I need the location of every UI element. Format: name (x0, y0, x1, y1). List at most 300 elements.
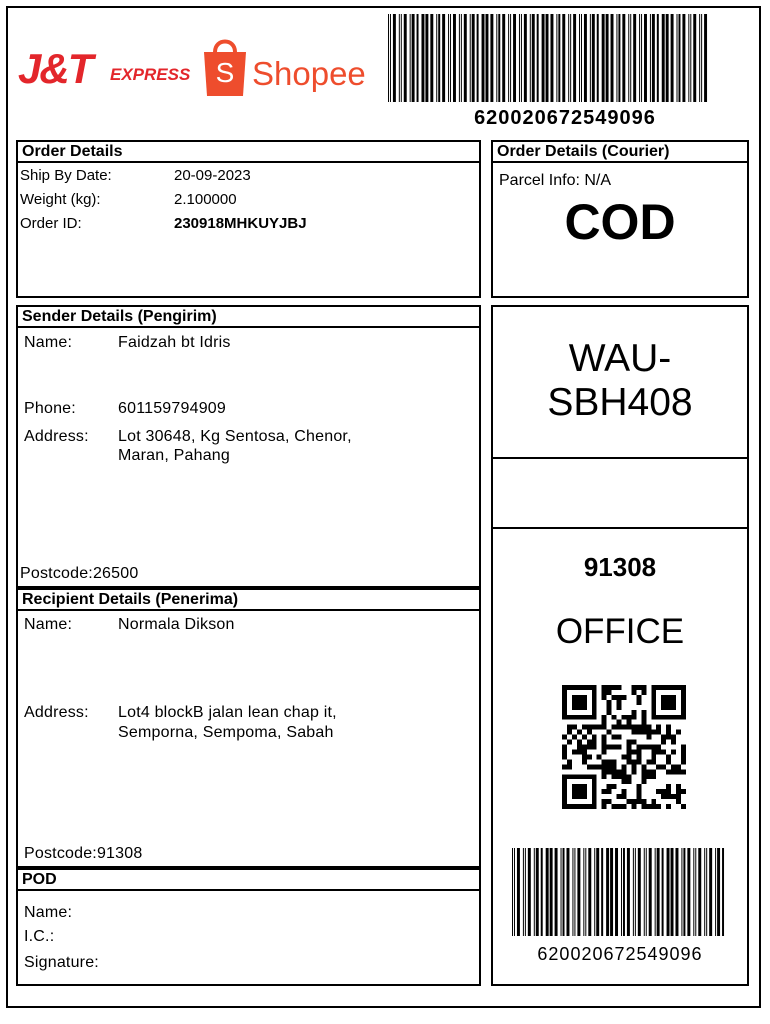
barcode-bar (404, 14, 407, 102)
qr-module (587, 740, 592, 745)
barcode-bar (562, 14, 565, 102)
qr-module (681, 710, 686, 715)
qr-module (617, 794, 622, 799)
order-id-label: Order ID: (20, 215, 82, 232)
qr-module (592, 715, 597, 720)
pod-ic-label: I.C.: (24, 928, 55, 945)
qr-module (651, 749, 656, 754)
barcode-bar (644, 14, 647, 102)
barcode-bar (534, 848, 535, 936)
qr-module (562, 690, 567, 695)
qr-module (617, 769, 622, 774)
qr-module (651, 700, 656, 705)
qr-module (631, 725, 636, 730)
barcode-bar (417, 14, 419, 102)
qr-module (602, 720, 607, 725)
qr-module (592, 740, 597, 745)
qr-module (587, 685, 592, 690)
qr-module (636, 685, 641, 690)
qr-module (636, 700, 641, 705)
barcode-bar (635, 848, 636, 936)
barcode-bar (588, 848, 591, 936)
qr-module (631, 710, 636, 715)
barcode-bar (602, 14, 605, 102)
barcode-bar (601, 848, 603, 936)
qr-module (612, 764, 617, 769)
barcode-bar (592, 14, 595, 102)
qr-module (562, 779, 567, 784)
order-details-title: Order Details (18, 142, 479, 163)
sender-postcode: Postcode:26500 (20, 565, 139, 582)
qr-module (607, 799, 612, 804)
qr-module (681, 705, 686, 710)
qr-module (562, 764, 567, 769)
barcode-bar (556, 14, 557, 102)
qr-module (681, 715, 686, 720)
qr-module (617, 700, 622, 705)
qr-module (562, 715, 567, 720)
qr-module (651, 759, 656, 764)
qr-module (641, 690, 646, 695)
sort-code-line1: WAU- (568, 337, 672, 380)
barcode-bar (667, 848, 670, 936)
qr-module (617, 705, 622, 710)
jt-express-logo (18, 44, 190, 96)
barcode-bar (622, 14, 625, 102)
qr-module (641, 799, 646, 804)
qr-module (646, 774, 651, 779)
barcode-bar (590, 14, 591, 102)
qr-module (567, 715, 572, 720)
qr-module (651, 745, 656, 750)
qr-module (592, 690, 597, 695)
barcode-bar (568, 14, 569, 102)
qr-module (622, 764, 627, 769)
barcode-bar (678, 14, 680, 102)
qr-module (661, 735, 666, 740)
qr-module (666, 754, 671, 759)
barcode-bar (496, 14, 497, 102)
qr-module (567, 774, 572, 779)
barcode-bar (693, 848, 694, 936)
barcode-bar (633, 14, 636, 102)
qr-module (587, 764, 592, 769)
qr-module (671, 749, 676, 754)
qr-module (651, 754, 656, 759)
barcode-bar (536, 848, 539, 936)
qr-module (631, 715, 636, 720)
qr-module (631, 764, 636, 769)
qr-module (666, 735, 671, 740)
pod-signature-label: Signature: (24, 954, 99, 971)
qr-module (641, 769, 646, 774)
recipient-details-title: Recipient Details (Penerima) (18, 590, 479, 611)
qr-module (636, 730, 641, 735)
qr-module (592, 705, 597, 710)
qr-module (631, 804, 636, 809)
barcode-bar (585, 848, 586, 936)
qr-module (592, 789, 597, 794)
sender-phone-value: 601159794909 (118, 400, 226, 417)
qr-module (607, 745, 612, 750)
qr-module (612, 745, 617, 750)
barcode-bar (615, 848, 618, 936)
qr-module (577, 685, 582, 690)
qr-module (602, 685, 607, 690)
qr-module (572, 774, 577, 779)
barcode-bar (477, 14, 479, 102)
qr-module (592, 774, 597, 779)
qr-module (626, 754, 631, 759)
qr-module (582, 794, 587, 799)
barcode-bar (646, 848, 647, 936)
qr-module (646, 735, 651, 740)
qr-module (622, 695, 627, 700)
qr-module (651, 685, 656, 690)
qr-module (622, 769, 627, 774)
qr-module (582, 685, 587, 690)
sender-name-value: Faidzah bt Idris (118, 334, 231, 351)
qr-module (651, 799, 656, 804)
barcode-bar (657, 14, 659, 102)
sort-code (493, 337, 747, 425)
barcode-bar (528, 848, 531, 936)
qr-module (646, 745, 651, 750)
barcode-bar (566, 848, 569, 936)
qr-module (651, 715, 656, 720)
barcode-bar (594, 848, 595, 936)
barcode-bar (442, 14, 445, 102)
qr-module (681, 700, 686, 705)
qr-module (661, 685, 666, 690)
qr-module (567, 804, 572, 809)
qr-module (651, 804, 656, 809)
qr-module (641, 764, 646, 769)
barcode-bar (438, 14, 440, 102)
qr-module (681, 769, 686, 774)
qr-module (631, 749, 636, 754)
barcode-bar (610, 848, 613, 936)
qr-module (631, 690, 636, 695)
qr-module (646, 759, 651, 764)
qr-module (661, 695, 666, 700)
barcode-bar (550, 14, 553, 102)
barcode-bar (532, 14, 535, 102)
courier-details-title: Order Details (Courier) (493, 142, 747, 163)
qr-module (582, 745, 587, 750)
qr-module (661, 749, 666, 754)
jt-logo-sub: EXPRESS (110, 65, 191, 84)
barcode-bar (541, 848, 543, 936)
qr-module (661, 794, 666, 799)
qr-module (567, 725, 572, 730)
qr-module (572, 794, 577, 799)
qr-module (656, 789, 661, 794)
qr-module (572, 695, 577, 700)
qr-module (671, 715, 676, 720)
payment-type: COD (564, 194, 676, 250)
barcode-bar (687, 848, 690, 936)
qr-module (656, 715, 661, 720)
routing-divider-2 (493, 527, 747, 529)
barcode-bar (519, 14, 520, 102)
barcode-bar (537, 14, 539, 102)
qr-module (602, 725, 607, 730)
qr-module (631, 685, 636, 690)
qr-module (666, 715, 671, 720)
qr-module (577, 789, 582, 794)
barcode-bar (472, 14, 475, 102)
qr-module (641, 720, 646, 725)
qr-module (676, 784, 681, 789)
qr-module (612, 695, 617, 700)
qr-module (671, 695, 676, 700)
barcode-bar (390, 14, 391, 102)
qr-module (656, 764, 661, 769)
qr-module (562, 735, 567, 740)
qr-module (666, 804, 671, 809)
qr-module (597, 725, 602, 730)
barcode-bar (611, 14, 614, 102)
qr-module (626, 715, 631, 720)
qr-module (582, 695, 587, 700)
qr-module (626, 759, 631, 764)
qr-module (592, 685, 597, 690)
qr-module (641, 710, 646, 715)
qr-module (562, 705, 567, 710)
barcode-bar (644, 848, 645, 936)
qr-module (602, 695, 607, 700)
qr-module (676, 799, 681, 804)
qr-module (622, 774, 627, 779)
barcode-bar (671, 848, 674, 936)
barcode-bar (715, 848, 716, 936)
qr-module (607, 685, 612, 690)
qr-module (676, 789, 681, 794)
qr-module (587, 754, 592, 759)
qr-module (666, 784, 671, 789)
qr-module (651, 690, 656, 695)
qr-module (572, 735, 577, 740)
qr-module (562, 749, 567, 754)
barcode-bar (510, 14, 511, 102)
qr-module (636, 745, 641, 750)
barcode-bar (573, 14, 576, 102)
qr-module (641, 774, 646, 779)
qr-module (671, 794, 676, 799)
qr-module (607, 730, 612, 735)
barcode-bar (698, 848, 701, 936)
barcode-bar (722, 848, 724, 936)
qr-module (587, 715, 592, 720)
barcode-bar (436, 14, 437, 102)
qr-module (577, 804, 582, 809)
qr-module (656, 730, 661, 735)
shopee-logo (202, 32, 372, 100)
qr-module (636, 794, 641, 799)
qr-module (617, 774, 622, 779)
qr-module (577, 740, 582, 745)
qr-module (602, 769, 607, 774)
barcode-bar (542, 14, 545, 102)
qr-module (626, 799, 631, 804)
barcode-bar (546, 848, 549, 936)
qr-module (671, 700, 676, 705)
recipient-address-line1: Lot4 blockB jalan lean chap it, (118, 704, 337, 721)
qr-module (651, 769, 656, 774)
qr-module (587, 774, 592, 779)
qr-module (592, 784, 597, 789)
qr-module (636, 695, 641, 700)
barcode-bar (704, 848, 705, 936)
barcode-bar (584, 14, 587, 102)
barcode-bar (662, 14, 665, 102)
qr-module (562, 754, 567, 759)
qr-module (612, 784, 617, 789)
shopee-bag-glyph: S (215, 57, 235, 88)
barcode-bar (521, 14, 522, 102)
qr-module (572, 705, 577, 710)
qr-module (602, 804, 607, 809)
qr-module (641, 745, 646, 750)
qr-module (577, 784, 582, 789)
barcode-bar (662, 848, 664, 936)
qr-module (582, 784, 587, 789)
qr-module (676, 764, 681, 769)
barcode-bar (410, 14, 411, 102)
parcel-info: Parcel Info: N/A (499, 172, 612, 189)
barcode-bar (657, 848, 660, 936)
sender-details-title: Sender Details (Pengirim) (18, 307, 479, 328)
qr-module (622, 804, 627, 809)
weight-label: Weight (kg): (20, 191, 101, 208)
barcode-bar (638, 848, 641, 936)
recipient-postcode: Postcode:91308 (24, 845, 143, 862)
barcode-bar (649, 848, 652, 936)
qr-module (681, 789, 686, 794)
qr-module (607, 700, 612, 705)
qr-code (562, 685, 686, 809)
qr-module (656, 749, 661, 754)
barcode-bar (498, 14, 500, 102)
qr-module (631, 799, 636, 804)
tracking-number-bottom: 620020672549096 (537, 944, 703, 964)
qr-module (562, 789, 567, 794)
sender-phone-label: Phone: (24, 400, 76, 417)
qr-module (577, 715, 582, 720)
sender-name-label: Name: (24, 334, 73, 351)
qr-module (567, 740, 572, 745)
qr-module (562, 700, 567, 705)
qr-module (661, 715, 666, 720)
barcode-bar (459, 14, 460, 102)
barcode-bar (677, 14, 678, 102)
barcode-bar (513, 14, 516, 102)
barcode-bar (699, 14, 700, 102)
qr-module (626, 779, 631, 784)
barcode-bar (482, 14, 485, 102)
qr-module (562, 794, 567, 799)
qr-module (671, 769, 676, 774)
barcode-bar (464, 14, 467, 102)
barcode-bar (633, 848, 634, 936)
barcode-bar (561, 848, 562, 936)
qr-module (676, 730, 681, 735)
tracking-barcode-top (388, 14, 710, 102)
qr-module (602, 749, 607, 754)
barcode-bar (618, 14, 620, 102)
qr-module (592, 779, 597, 784)
qr-module (622, 789, 627, 794)
qr-module (666, 769, 671, 774)
qr-module (636, 749, 641, 754)
qr-module (636, 725, 641, 730)
qr-module (676, 685, 681, 690)
qr-module (617, 804, 622, 809)
barcode-bar (606, 848, 609, 936)
qr-module (626, 740, 631, 745)
barcode-bar (485, 14, 488, 102)
qr-module (681, 749, 686, 754)
qr-module (661, 700, 666, 705)
barcode-bar (572, 848, 573, 936)
barcode-bar (412, 14, 415, 102)
qr-module (622, 754, 627, 759)
barcode-bar (695, 848, 696, 936)
qr-module (607, 710, 612, 715)
qr-module (612, 759, 617, 764)
qr-module (582, 715, 587, 720)
qr-module (641, 779, 646, 784)
qr-module (587, 745, 592, 750)
qr-module (661, 789, 666, 794)
qr-module (631, 730, 636, 735)
qr-module (656, 685, 661, 690)
qr-module (626, 745, 631, 750)
qr-module (562, 710, 567, 715)
qr-module (582, 774, 587, 779)
barcode-bar (630, 14, 631, 102)
barcode-bar (508, 14, 509, 102)
qr-module (562, 799, 567, 804)
qr-module (582, 725, 587, 730)
barcode-bar (490, 14, 493, 102)
barcode-bar (550, 848, 553, 936)
qr-module (572, 715, 577, 720)
barcode-bar (628, 14, 629, 102)
qr-module (646, 725, 651, 730)
routing-divider-1 (493, 457, 747, 459)
qr-module (661, 705, 666, 710)
order-details-box (16, 140, 481, 298)
qr-module (617, 745, 622, 750)
qr-module (572, 784, 577, 789)
qr-module (641, 730, 646, 735)
qr-module (592, 735, 597, 740)
barcode-bar (388, 14, 389, 102)
barcode-bar (623, 848, 625, 936)
qr-module (666, 730, 671, 735)
qr-module (577, 774, 582, 779)
barcode-bar (681, 848, 682, 936)
barcode-bar (401, 14, 402, 102)
qr-module (567, 759, 572, 764)
weight-value: 2.100000 (174, 191, 237, 208)
qr-module (617, 725, 622, 730)
barcode-bar (639, 14, 640, 102)
qr-module (562, 745, 567, 750)
sender-address-line1: Lot 30648, Kg Sentosa, Chenor, (118, 428, 352, 445)
